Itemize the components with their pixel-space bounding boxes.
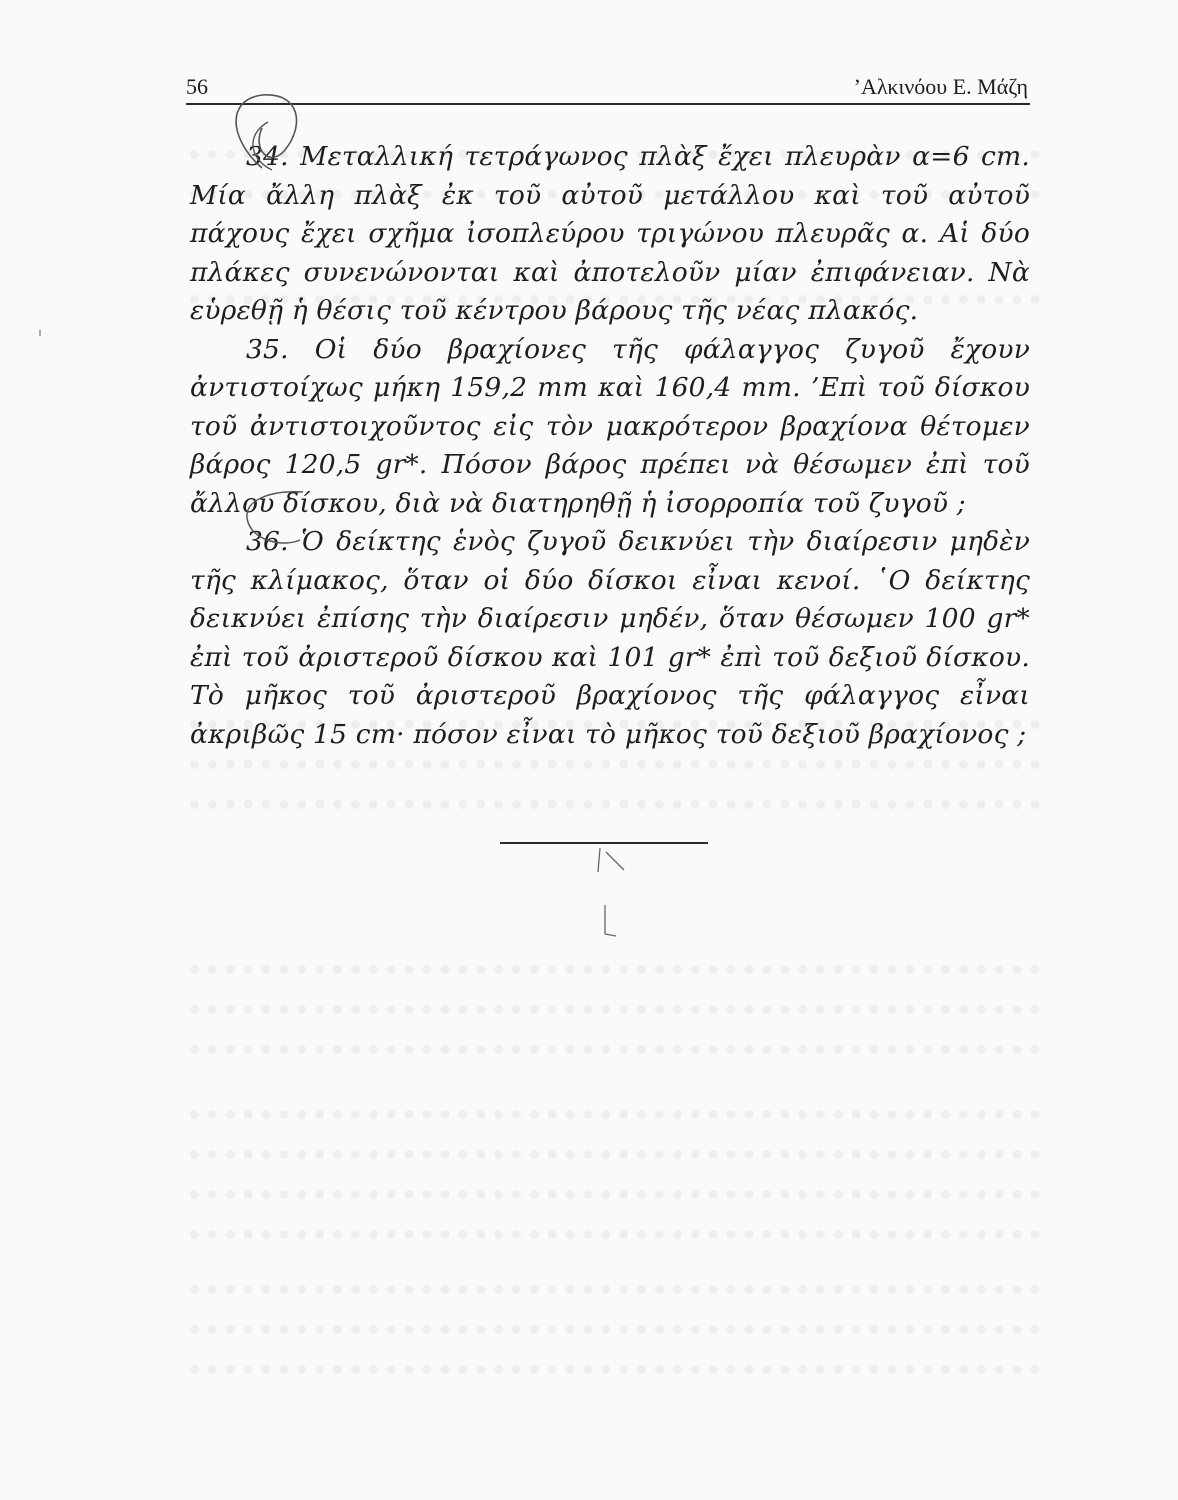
page-number: 56 — [186, 74, 208, 99]
problem-text: Μεταλλική τετράγωνος πλὰξ ἔχει πλευρὰν α=6 cm. Μία ἄλλη πλὰξ ἐκ τοῦ αὐτοῦ μετάλλου καὶ τοῦ αὐτοῦ πάχους ἔχει σχῆμα ἰσοπλεύρου τριγώνου πλευρᾶς α. Αἱ δύο πλάκες συνενώνονται καὶ ἀποτελοῦν μίαν ἐπιφάνειαν. Νὰ εὑρεθῇ ἡ θέσις τοῦ κέντρου βάρους τῆς νέας πλακός. — [190, 141, 1031, 326]
pencil-circle-mark — [247, 492, 303, 543]
problem-number: 34. — [246, 141, 289, 172]
running-head: ’Αλκινόου Ε. Μάζη — [853, 74, 1028, 99]
problem-number: 35. — [246, 333, 289, 365]
problem-text: Ὁ δείκτης ἑνὸς ζυγοῦ δεικνύει τὴν διαίρεσιν μηδὲν τῆς κλίμακος, ὅταν οἱ δύο δίσκοι εἶναι κενοί. ῾Ο δείκτης δεικνύει ἐπίσης τὴν διαίρεσιν μηδέν, ὅταν θέσωμεν 100 gr* ἐπὶ τοῦ ἀριστεροῦ δίσκου καὶ 101 gr* ἐπὶ τοῦ δεξιοῦ δίσκου. Τὸ μῆκος τοῦ ἀριστεροῦ βραχίονος τῆς φάλαγγος εἶναι ἀκριβῶς 15 cm· πόσον εἶναι τὸ μῆκος τοῦ δεξιοῦ βραχίονος ; — [190, 526, 1031, 750]
pencil-loop-mark — [236, 95, 296, 168]
pencil-stroke-mark — [598, 848, 624, 936]
problem-number: 36. — [246, 526, 289, 557]
problem-text: Οἱ δύο βραχίονες τῆς φάλαγγος ζυγοῦ ἔχουν ἀντιστοίχως μήκη 159,2 mm καὶ 160,4 mm. ’Επὶ τοῦ δίσκου τοῦ ἀντιστοιχοῦντος εἰς τὸν μακρότερον βραχίονα θέτομεν βάρος 120,5 gr*. Πόσον βάρος πρέπει νὰ θέσωμεν ἐπὶ τοῦ ἄλλου δίσκου, διὰ νὰ διατηρηθῇ ἡ ἰσορροπία τοῦ ζυγοῦ ; — [190, 333, 1031, 519]
